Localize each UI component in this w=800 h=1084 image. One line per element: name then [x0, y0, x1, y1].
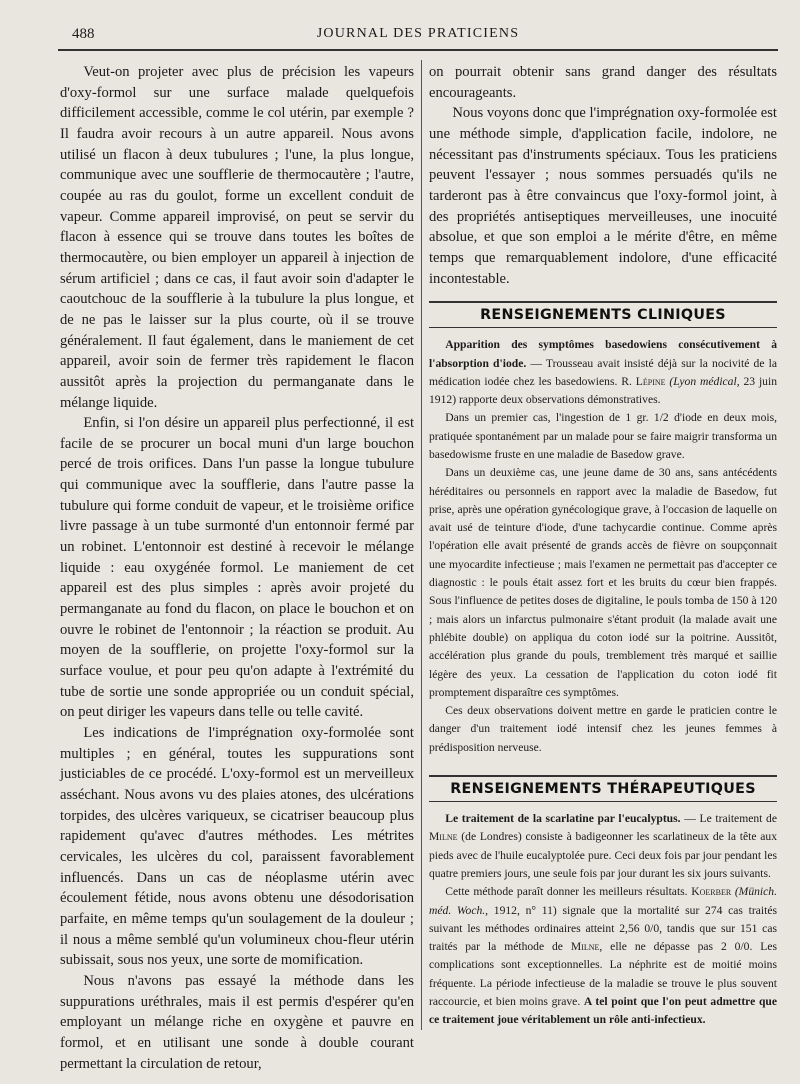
page-header — [58, 22, 778, 48]
left-paragraph-3: Les indications de l'imprégnation oxy-formolée sont multiples ; en général, toutes les suppurations sont justiciables de ce procédé. L'oxy-formol est un merveilleux asséchant. Nous avons vu des plaies atones, des ulcérations torpides, des ulcères variqueux, se cicatriser beaucoup plus rapidement qu'avec d'autres méthodes. Les métrites cervicales, les ulcères du col, paraissent favorablement influencés. Dans un cas de néoplasme utérin avec écoulement fétide, nous avons obtenu une désodorisation parfaite, en même temps qu'un soulagement de la douleur ; il nous a même semblé qu'un volumineux chou-fleur utérin subissait, sous nos yeux, une sorte de momification. — [60, 725, 414, 969]
cliniques-article-title: Apparition des symptômes basedowiens consécutivement à l'absorption d'iode. — [429, 338, 777, 370]
right-paragraph-2: Nous voyons donc que l'imprégnation oxy-formolée est une méthode simple, d'application facile, indolore, ne nécessitant pas d'instruments spéciaux. Tous les praticiens peuvent l'essayer ; nous sommes persuadés qu'ils ne tarderont pas à être convaincus que l'oxy-formol joint, à des propriétés antiseptiques merveilleuses, une inocuité absolue, et que son emploi a le mérite d'être, en même temps que remarquablement indolore, d'une efficacité incontestable. — [429, 105, 777, 287]
column-divider — [421, 60, 422, 1030]
therapeutiques-lead-paragraph — [429, 810, 777, 883]
cliniques-lead-tail: 23 juin 1912) rapporte deux observations démonstratives. — [429, 374, 777, 407]
therapeutiques-p2-start: Cette méthode paraît donner les meilleurs résultats. — [445, 885, 692, 899]
cliniques-paragraph-3: Ces deux observations doivent mettre en garde le praticien contre le danger d'un traitement iodé intensif chez les jeunes femmes à prédisposition nerveuse. — [429, 704, 777, 754]
therapeutiques-p2-mid2: , elle ne dépasse pas 2 0/0. Les complications sont exceptionnelles. La néphrite est de moitié moins fréquente. La période infectieuse de la maladie se trouve le plus souvent raccourcie, et bien moins grave. — [429, 940, 778, 1009]
therapeutiques-author: Milne — [429, 830, 458, 844]
therapeutiques-p2-source: (Münich. méd. Woch., — [429, 885, 777, 917]
therapeutiques-p2-conclusion: A tel point que l'on peut admettre que ce traitement joue véritablement un rôle anti-infectieux. — [429, 995, 777, 1027]
therapeutiques-paragraph-2 — [429, 883, 777, 1029]
therapeutiques-p2-mid: 1912, n° 11) signale que la mortalité sur 274 cas traités suivant les méthodes ordinaires atteint 2,56 0/0, tandis que sur 151 cas traités par la méthode de — [429, 903, 777, 954]
section-therapeutiques-body — [429, 810, 777, 1030]
right-continuation — [429, 62, 777, 289]
section-gap — [429, 757, 777, 763]
section-title-cliniques: RENSEIGNEMENTS CLINIQUES — [429, 301, 777, 328]
left-paragraph-2: Enfin, si l'on désire un appareil plus perfectionné, il est facile de se procurer un bocal muni d'un large bouchon percé de trois orifices. Dans l'un passe la longue tubulure qui communique avec la soufflerie, dans l'autre passe la tubulure qui forme conduit de vapeur, et le troisième orifice livre passage à un tube surmonté d'un entonnoir fermé par un robinet. L'entonnoir est destiné à recevoir le mélange liquide : eau oxygénée formol. Le maniement de cet appareil est des plus simples : après avoir projeté du permanganate au fond du flacon, on place le bouchon et on ouvre le robinet de l'entonnoir ; la réaction se produit. Au moyen de la soufflerie, on projette l'oxy-formol sur la surface voulue, et pour peu qu'on adapte à l'extrémité du tube de sortie une sonde appropriée ou un conduit spécial, on peut diriger les vapeurs dans telle ou telle cavité. — [60, 415, 414, 721]
cliniques-source: (Lyon médical, — [669, 374, 740, 388]
cliniques-paragraph-1: Dans un premier cas, l'ingestion de 1 gr. 1/2 d'iode en deux mois, pratiquée spontanément par un malade pour se faire maigrir transforma un basedowisme fruste en une maladie de Basedow grave. — [429, 411, 777, 461]
page-number: 488 — [72, 26, 95, 42]
therapeutiques-p2-author2: Milne — [570, 940, 600, 954]
cliniques-author: Lépine — [635, 374, 666, 388]
right-column — [429, 62, 777, 1030]
right-paragraph-1: on pourrait obtenir sans grand danger des résultats encourageants. — [429, 64, 777, 101]
left-paragraph-4: Nous n'avons pas essayé la méthode dans les suppurations uréthrales, mais il est permis d'espérer qu'en employant un mélange riche en oxygène et pauvre en formol, et en utilisant une sonde à double courant permettant la circulation de retour, — [60, 972, 414, 1072]
journal-title: JOURNAL DES PRATICIENS — [316, 26, 520, 41]
therapeutiques-article-title: Le traitement de la scarlatine par l'eucalyptus. — [445, 812, 681, 826]
therapeutiques-p2-author: Koerber — [691, 885, 732, 899]
cliniques-paragraph-2: Dans un deuxième cas, une jeune dame de 30 ans, sans antécédents héréditaires ou personnels en rapport avec la maladie de Basedow, fut prise, après une opération gynécologique grave, à l'occasion de laquelle on avait usé de teinture d'iode, d'une tachycardie continue. Comme après l'opération elle avait présenté de grands accès de fièvre on soupçonnait une myocardite infectieuse ; mais l'examen ne permettait pas d'accepter ce diagnostic : le pouls était assez fort et les bruits du cœur bien frappés. Sous l'influence de petites doses de digitaline, le pouls tomba de 150 à 120 ; mais alors un infarctus pulmonaire s'étant produit (la malade avait une phlébite double) on appliqua du coton iodé sur la poitrine. Aussitôt, accélération plus grande du pouls, tremblement très marqué et saillie légère des yeux. La cessation de l'application du coton iodé fit promptement disparaître ces symptômes. — [429, 466, 777, 699]
cliniques-lead-text: — Trousseau avait insisté déjà sur la nocivité de la médication iodée chez les basedowiens. R. — [429, 356, 777, 388]
section-cliniques-body — [429, 336, 777, 757]
left-paragraph-1: Veut-on projeter avec plus de précision les vapeurs d'oxy-formol sur une surface malade quelquefois difficilement accessible, comme le col utérin, par exemple ? Il faudra avoir recours à un autre appareil. Nous avons utilisé un flacon à deux tubulures ; l'une, la plus longue, communique avec une soufflerie de thermocautère ; l'autre, coupée au ras du goulot, forme un excellent conduit de vapeur. Comme appareil improvisé, on peut se servir du flacon à essence qui se trouve dans toutes les boîtes de thermocautère, ou bien employer un appareil à injection de sérum artificiel ; dans ce cas, il faut avoir soin d'adapter le caoutchouc de la soufflerie à la tubulure la plus longue, et de ne pas le laisser sur la plus courte, où il se trouve généralement. Il faut également, dans le maniement de cet appareil, avoir soin de fermer très rapidement le flacon aussitôt après la projection du permanganate dans le mélange liquide. — [60, 64, 414, 411]
therapeutiques-lead-tail: (de Londres) consiste à badigeonner les scarlatineux de la tête aux pieds avec de l'huile eucalyptolée pure. Ceci deux fois par jour pendant les quatre premiers jours, une seule fois par jour durant les six jours suivants. — [429, 830, 777, 880]
therapeutiques-lead-text: — Le traitement de — [680, 812, 777, 826]
cliniques-lead-paragraph — [429, 336, 777, 409]
left-column — [60, 62, 414, 1074]
section-title-therapeutiques: RENSEIGNEMENTS THÉRAPEUTIQUES — [429, 775, 777, 802]
header-rule — [58, 49, 778, 51]
